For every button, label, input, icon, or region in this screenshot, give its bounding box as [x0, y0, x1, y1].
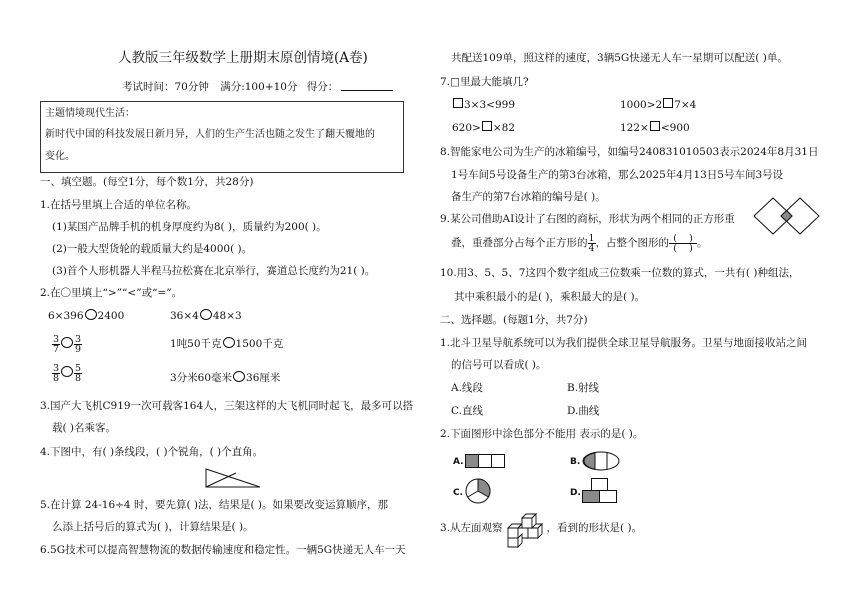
q7-stem: 7.□里最大能填几? — [440, 76, 529, 88]
q8-line-2: 1号车间5号设备生产的第3台冰箱，那么2025年4月13日5号车间3号设 — [451, 169, 784, 181]
q2-compare-2 — [170, 309, 242, 323]
blank-square[interactable] — [453, 98, 463, 108]
q2-r1b-right: 48×3 — [212, 310, 242, 322]
option-b[interactable]: B.射线 — [567, 382, 600, 394]
q9-line-2: 叠，重叠部分占每个正方形的 $\frac{1}{4}$ ，占整个图形的 $\frac{( )}{( )}$ 。 — [451, 232, 708, 254]
q10-line-1: 10.用3、5、5、7这四个数字组成三位数乘一位数的算式，一共有( )种组法， — [440, 267, 800, 279]
s2-q2-label-b[interactable]: B. — [570, 457, 581, 467]
exam-info — [122, 80, 393, 94]
cube-stack-figure — [504, 514, 548, 548]
fraction: $\frac{5}{8}$ — [75, 362, 82, 384]
theme-line-1: 新时代中国的科技发展日新月异，人们的生产生活也随之发生了翻天覆地的 — [45, 129, 375, 140]
fraction: $\frac{3}{7}$ — [53, 333, 60, 355]
blank-square[interactable] — [650, 121, 660, 131]
option-a[interactable]: A.线段 — [451, 382, 483, 394]
compare-circle[interactable] — [200, 309, 212, 320]
exam-time: 考试时间：70分钟 — [122, 81, 209, 93]
q6-line-2: 共配送109单，照这样的速度，3辆5G快递无人车一星期可以配送( )单。 — [451, 52, 788, 64]
score-label: 得分： — [306, 81, 339, 93]
q2-stem: 2.在〇里填上“>”“<”或“=”。 — [40, 287, 183, 299]
q2-r3b-right: 36厘米 — [246, 372, 281, 384]
theme-title: 主题情境现代生活： — [45, 108, 135, 119]
q9-line-1: 9.某公司借助AI设计了右图的商标，形状为两个相同的正方形重 — [440, 213, 735, 225]
score-blank[interactable] — [341, 80, 393, 91]
q1-b: (2)一般大型货轮的载质量大约是4000( )。 — [52, 243, 253, 255]
q2-compare-5 — [52, 362, 82, 384]
shape-d-blocks — [582, 478, 618, 504]
fraction: $\frac{3}{8}$ — [53, 362, 60, 384]
blank-square[interactable] — [482, 121, 492, 131]
q1-c: (3)首个人形机器人半程马拉松赛在北京举行，赛道总长度约为21( )。 — [52, 265, 376, 277]
shape-c-circle — [465, 478, 491, 504]
compare-circle[interactable] — [85, 309, 97, 320]
compare-circle[interactable] — [61, 337, 73, 348]
q6-line-1: 6.5G技术可以提高智慧物流的数据传输速度和稳定性。一辆5G快递无人车一天 — [40, 544, 406, 556]
q2-compare-3 — [52, 333, 82, 355]
compare-circle[interactable] — [61, 366, 73, 377]
q3-line-2: 载( )名乘客。 — [52, 422, 117, 434]
q7-a: 3×3<999 — [452, 98, 515, 112]
section-2-heading: 二、选择题。(每题1分，共7分) — [440, 314, 588, 326]
q10-line-2: 其中乘积最小的是( )，乘积最大的是( )。 — [454, 291, 646, 303]
q1-stem: 1.在括号里填上合适的单位名称。 — [40, 199, 198, 211]
q3-line-1: 3.国产大飞机C919一次可载客164人，三架这样的大飞机同时起飞，最多可以搭 — [40, 400, 414, 412]
q4-triangle-figure — [204, 467, 262, 489]
q2-r2b-left: 1吨50千克 — [170, 338, 222, 350]
q2-r1b-left: 36×4 — [170, 310, 199, 322]
q7-c: 620> ×82 — [452, 122, 516, 134]
q1-a: (1)某国产品牌手机的机身厚度约为8( )，质量约为200( )。 — [52, 221, 327, 233]
s2-q1-line-1: 1.北斗卫星导航系统可以为我们提供全球卫星导航服务。卫星与地面接收站之间 — [440, 337, 808, 349]
q4-text: 4.下图中，有( )条线段，( )个锐角，( )个直角。 — [40, 446, 264, 458]
option-c[interactable]: C.直线 — [451, 405, 483, 417]
compare-circle[interactable] — [233, 371, 245, 382]
s2-q2-label-c[interactable]: C. — [453, 488, 464, 498]
q2-compare-1 — [48, 309, 124, 323]
section-1-heading: 一、填空题。(每空1分，每个数1分，共28分) — [40, 176, 254, 188]
q5-line-1: 5.在计算 24-16÷4 时，要先算( )法，结果是( )。如果要改变运算顺序，那 — [40, 499, 389, 511]
q2-compare-6 — [170, 371, 280, 385]
shape-b-oval — [582, 451, 620, 471]
fraction-blank[interactable]: $\frac{( )}{( )}$ — [669, 234, 697, 253]
blank-square[interactable] — [663, 98, 673, 108]
shape-a-bar — [465, 454, 505, 468]
q7-d: 122× <900 — [620, 122, 690, 134]
q2-r1a-right: 2400 — [97, 310, 125, 322]
fraction: $\frac{1}{4}$ — [588, 232, 595, 254]
full-score: 满分:100+10分 — [220, 81, 298, 93]
s2-q2-label-a[interactable]: A. — [453, 457, 464, 467]
compare-circle[interactable] — [223, 337, 235, 348]
q2-r1a-left: 6×396 — [48, 310, 84, 322]
q2-r2b-right: 1500千克 — [235, 338, 284, 350]
q9-logo-figure — [752, 196, 822, 236]
theme-line-2: 变化。 — [45, 151, 75, 162]
option-d[interactable]: D.曲线 — [567, 405, 600, 417]
q7-b: 1000>2 7×4 — [620, 99, 697, 111]
q2-compare-4 — [170, 337, 283, 351]
q8-line-3: 备生产的第7台冰箱的编号是( )。 — [451, 191, 606, 203]
s2-q2-label-d[interactable]: D. — [570, 488, 581, 498]
s2-q1-line-2: 的信号可以看成( )。 — [451, 359, 547, 371]
s2-q3-text: 3.从左面观察 ，看到的形状是( )。 — [440, 522, 643, 534]
s2-q2-stem: 2.下面图形中涂色部分不能用 表示的是( )。 — [440, 428, 644, 440]
q5-line-2: 么添上括号后的算式为( )，计算结果是( )。 — [52, 521, 254, 533]
page-title: 人教版三年级数学上册期末原创情境(A卷) — [118, 50, 368, 66]
fraction: $\frac{3}{9}$ — [75, 333, 82, 355]
q8-line-1: 8.智能家电公司为生产的冰箱编号，如编号240831010503表示2024年8月31日 — [440, 146, 819, 158]
q2-r3b-left: 3分米60毫米 — [170, 372, 233, 384]
